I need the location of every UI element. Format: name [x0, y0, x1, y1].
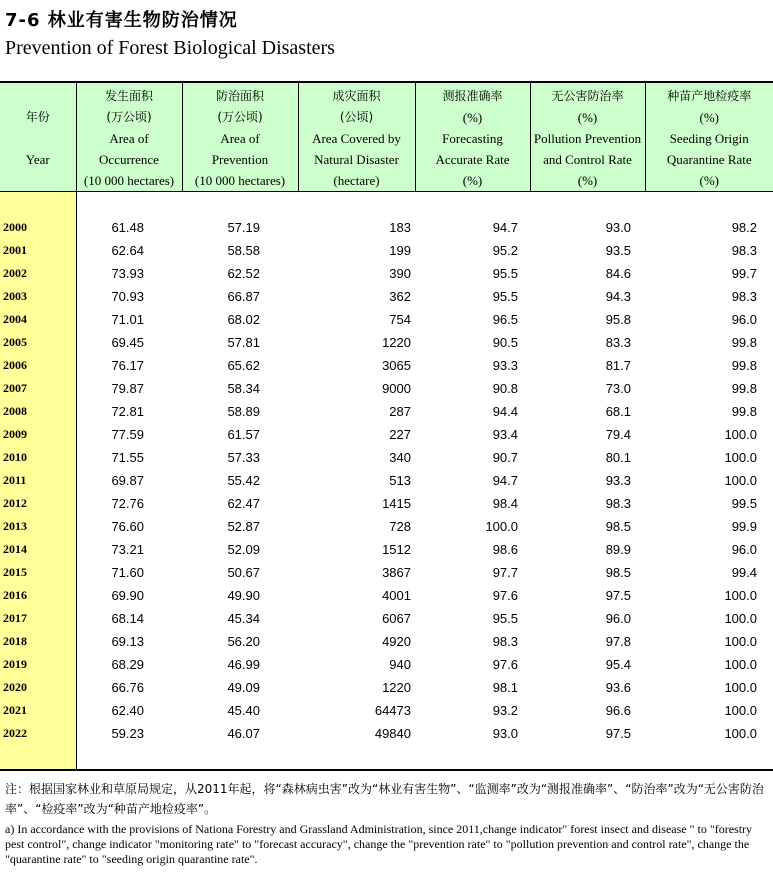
- header-line: (万公顷): [106, 110, 152, 124]
- disaster-cell: 754: [389, 312, 411, 327]
- prevention-cell: 62.47: [227, 496, 260, 511]
- table-row: [0, 216, 773, 239]
- quarantine-rate-header: [645, 82, 773, 192]
- occurrence-cell: 73.93: [111, 266, 144, 281]
- quarantine-rate-cell: 99.5: [731, 496, 757, 511]
- table-row: [0, 492, 773, 515]
- pollution-rate-cell: 68.1: [605, 404, 631, 419]
- table-row: [0, 239, 773, 262]
- disaster-cell: 1220: [382, 680, 411, 695]
- forecast-rate-cell: 96.5: [492, 312, 518, 327]
- disaster-cell: 1415: [382, 496, 411, 511]
- header-line: Area Covered by: [312, 131, 401, 146]
- spacer-cell: [182, 192, 298, 217]
- year-cell: 2005: [0, 331, 76, 354]
- quarantine-rate-cell: 99.9: [731, 519, 757, 534]
- forecast-rate-cell: 97.6: [492, 657, 518, 672]
- disaster-cell: 6067: [382, 611, 411, 626]
- prevention-cell: 58.89: [227, 404, 260, 419]
- spacer-cell: [298, 745, 415, 770]
- occurrence-cell: 70.93: [111, 289, 144, 304]
- spacer-cell: [298, 192, 415, 217]
- pollution-rate-cell: 80.1: [605, 450, 631, 465]
- header-line: (万公顷): [217, 110, 263, 124]
- disaster-cell: 1220: [382, 335, 411, 350]
- table-row: [0, 308, 773, 331]
- year-cell: 2000: [0, 216, 76, 239]
- year-cell: 2002: [0, 262, 76, 285]
- disaster-cell: 49840: [374, 726, 411, 741]
- prevention-cell: 45.40: [227, 703, 260, 718]
- prevention-cell: 61.57: [227, 427, 260, 442]
- prevention-cell: 66.87: [227, 289, 260, 304]
- disaster-cell: 199: [389, 243, 411, 258]
- disaster-area-header: [298, 82, 415, 192]
- forecast-rate-cell: 93.0: [492, 726, 518, 741]
- year-cell: 2021: [0, 699, 76, 722]
- year-cell: 2016: [0, 584, 76, 607]
- table-row: [0, 515, 773, 538]
- prevention-cell: 52.09: [227, 542, 260, 557]
- disaster-cell: 940: [389, 657, 411, 672]
- pollution-rate-cell: 97.5: [605, 726, 631, 741]
- occurrence-cell: 59.23: [111, 726, 144, 741]
- disaster-cell: 183: [389, 220, 411, 235]
- header-line: Area of: [220, 131, 260, 146]
- header-line: Pollution Prevention: [533, 131, 642, 146]
- quarantine-rate-cell: 99.8: [731, 335, 757, 350]
- footnote-english: a) In accordance with the provisions of Nationa Forestry and Grassland Administration, since 2011,change indicator" forest insect and disease " to "forestry pest control", change indicator "monitoring rate" to "forecast accuracy", change the "prevention rate" to "pollution prevention and control rate", change the "quarantine rate" to "seeding origin quarantine rate".: [5, 822, 753, 866]
- occurrence-cell: 77.59: [111, 427, 144, 442]
- table-row: [0, 538, 773, 561]
- quarantine-rate-cell: 100.0: [724, 703, 757, 718]
- pollution-rate-cell: 79.4: [605, 427, 631, 442]
- header-line: Area of: [109, 131, 149, 146]
- forecast-rate-cell: 98.4: [492, 496, 518, 511]
- pollution-rate-cell: 97.5: [605, 588, 631, 603]
- prevention-cell: 58.34: [227, 381, 260, 396]
- year-cell: 2010: [0, 446, 76, 469]
- pollution-rate-cell: 97.8: [605, 634, 631, 649]
- forecast-rate-cell: 93.2: [492, 703, 518, 718]
- header-line: 年份: [25, 110, 50, 124]
- year-cell: 2013: [0, 515, 76, 538]
- page-title-chinese: 7-6 林业有害生物防治情况: [5, 10, 238, 31]
- quarantine-rate-cell: 96.0: [731, 312, 757, 327]
- header-line: (公顷): [339, 110, 374, 124]
- forecast-rate-cell: 95.5: [492, 611, 518, 626]
- pollution-rate-cell: 93.0: [605, 220, 631, 235]
- header-line: 成灾面积: [332, 89, 381, 103]
- pollution-rate-cell: 84.6: [605, 266, 631, 281]
- table-row: [0, 423, 773, 446]
- quarantine-rate-cell: 99.8: [731, 404, 757, 419]
- pollution-rate-cell: 93.3: [605, 473, 631, 488]
- table-row: [0, 446, 773, 469]
- forecast-rate-cell: 98.6: [492, 542, 518, 557]
- occurrence-cell: 62.40: [111, 703, 144, 718]
- year-cell: 2015: [0, 561, 76, 584]
- table-row: [0, 400, 773, 423]
- spacer-cell: [530, 745, 645, 770]
- pollution-rate-cell: 98.5: [605, 565, 631, 580]
- year-cell: 2011: [0, 469, 76, 492]
- occurrence-cell: 61.48: [111, 220, 144, 235]
- table-row: [0, 285, 773, 308]
- occurrence-cell: 71.55: [111, 450, 144, 465]
- year-cell: 2012: [0, 492, 76, 515]
- prevention-cell: 45.34: [227, 611, 260, 626]
- table-row: [0, 699, 773, 722]
- spacer-cell: [645, 192, 773, 217]
- table-row: [0, 653, 773, 676]
- prevention-cell: 49.09: [227, 680, 260, 695]
- quarantine-rate-cell: 99.8: [731, 381, 757, 396]
- quarantine-rate-cell: 99.4: [731, 565, 757, 580]
- pollution-rate-cell: 94.3: [605, 289, 631, 304]
- year-cell: 2019: [0, 653, 76, 676]
- occurrence-cell: 69.13: [111, 634, 144, 649]
- year-cell: 2006: [0, 354, 76, 377]
- quarantine-rate-cell: 98.3: [731, 289, 757, 304]
- header-line: Seeding Origin: [669, 131, 749, 146]
- pollution-rate-cell: 98.3: [605, 496, 631, 511]
- prevention-cell: 62.52: [227, 266, 260, 281]
- forecast-rate-cell: 98.3: [492, 634, 518, 649]
- forecast-rate-cell: 94.4: [492, 404, 518, 419]
- header-line: 无公害防治率: [551, 89, 624, 103]
- header-line: 种苗产地检疫率: [667, 89, 752, 103]
- quarantine-rate-cell: 98.3: [731, 243, 757, 258]
- forecast-rate-cell: 94.7: [492, 473, 518, 488]
- spacer-row: [0, 745, 773, 770]
- year-cell: 2014: [0, 538, 76, 561]
- pollution-rate-cell: 83.3: [605, 335, 631, 350]
- header-line: (10 000 hectares): [83, 173, 175, 188]
- header-line: 发生面积: [104, 89, 153, 103]
- pollution-rate-cell: 81.7: [605, 358, 631, 373]
- table-header: [0, 82, 773, 192]
- disaster-cell: 3867: [382, 565, 411, 580]
- table-row: [0, 469, 773, 492]
- spacer-row: [0, 192, 773, 217]
- header-line: 防治面积: [215, 89, 264, 103]
- occurrence-cell: 76.17: [111, 358, 144, 373]
- pollution-rate-cell: 98.5: [605, 519, 631, 534]
- disaster-cell: 340: [389, 450, 411, 465]
- spacer-cell: [415, 192, 530, 217]
- forecast-rate-cell: 95.2: [492, 243, 518, 258]
- occurrence-cell: 73.21: [111, 542, 144, 557]
- disaster-cell: 287: [389, 404, 411, 419]
- disaster-cell: 64473: [374, 703, 411, 718]
- header-line: Prevention: [211, 152, 269, 167]
- table-row: [0, 607, 773, 630]
- header-line: [0, 128, 76, 149]
- year-cell: 2001: [0, 239, 76, 262]
- spacer-cell: [76, 192, 182, 217]
- quarantine-rate-cell: 99.8: [731, 358, 757, 373]
- pollution-rate-cell: 89.9: [605, 542, 631, 557]
- disaster-cell: 9000: [382, 381, 411, 396]
- quarantine-rate-cell: 98.2: [731, 220, 757, 235]
- disaster-cell: 3065: [382, 358, 411, 373]
- occurrence-cell: 69.45: [111, 335, 144, 350]
- spacer-cell: [76, 745, 182, 770]
- disaster-cell: 390: [389, 266, 411, 281]
- prevention-cell: 49.90: [227, 588, 260, 603]
- header-line: Occurrence: [99, 152, 159, 167]
- forecast-rate-cell: 93.4: [492, 427, 518, 442]
- quarantine-rate-cell: 100.0: [724, 427, 757, 442]
- header-line: Year: [25, 152, 50, 167]
- table-row: [0, 262, 773, 285]
- prevention-area-header: [182, 82, 298, 192]
- forecast-rate-cell: 95.5: [492, 289, 518, 304]
- quarantine-rate-cell: 100.0: [724, 726, 757, 741]
- occurrence-cell: 72.81: [111, 404, 144, 419]
- pollution-rate-cell: 95.8: [605, 312, 631, 327]
- quarantine-rate-cell: 96.0: [731, 542, 757, 557]
- prevention-cell: 50.67: [227, 565, 260, 580]
- prevention-cell: 57.81: [227, 335, 260, 350]
- occurrence-cell: 68.29: [111, 657, 144, 672]
- prevention-cell: 65.62: [227, 358, 260, 373]
- header-line: Accurate Rate: [435, 152, 510, 167]
- occurrence-area-header: [76, 82, 182, 192]
- spacer-cell: [415, 745, 530, 770]
- pollution-rate-cell: 96.6: [605, 703, 631, 718]
- occurrence-cell: 62.64: [111, 243, 144, 258]
- spacer-cell: [645, 745, 773, 770]
- year-cell: 2022: [0, 722, 76, 745]
- quarantine-rate-cell: 99.7: [731, 266, 757, 281]
- pollution-rate-cell: 95.4: [605, 657, 631, 672]
- header-line: (hectare): [333, 173, 380, 188]
- pollution-rate-cell: 96.0: [605, 611, 631, 626]
- spacer-cell: [0, 192, 76, 217]
- forecast-rate-cell: 95.5: [492, 266, 518, 281]
- disaster-cell: 362: [389, 289, 411, 304]
- data-table: [0, 81, 773, 771]
- header-line: [0, 86, 76, 107]
- year-header: [0, 82, 76, 192]
- table-row: [0, 354, 773, 377]
- pollution-control-rate-header: [530, 82, 645, 192]
- quarantine-rate-cell: 100.0: [724, 588, 757, 603]
- pollution-rate-cell: 93.6: [605, 680, 631, 695]
- quarantine-rate-cell: 100.0: [724, 680, 757, 695]
- header-line: (%): [699, 110, 719, 125]
- header-line: (%): [462, 110, 483, 125]
- pollution-rate-cell: 73.0: [605, 381, 631, 396]
- table-row: [0, 722, 773, 745]
- year-cell: 2020: [0, 676, 76, 699]
- header-line: (%): [577, 110, 598, 125]
- prevention-cell: 46.99: [227, 657, 260, 672]
- prevention-cell: 68.02: [227, 312, 260, 327]
- disaster-cell: 728: [389, 519, 411, 534]
- table-row: [0, 630, 773, 653]
- occurrence-cell: 66.76: [111, 680, 144, 695]
- header-line: (%): [462, 173, 483, 188]
- table-body: [0, 192, 773, 771]
- spacer-cell: [182, 745, 298, 770]
- prevention-cell: 55.42: [227, 473, 260, 488]
- disaster-cell: 227: [389, 427, 411, 442]
- occurrence-cell: 68.14: [111, 611, 144, 626]
- year-cell: 2008: [0, 400, 76, 423]
- year-cell: 2004: [0, 308, 76, 331]
- occurrence-cell: 69.90: [111, 588, 144, 603]
- prevention-cell: 57.19: [227, 220, 260, 235]
- prevention-cell: 58.58: [227, 243, 260, 258]
- header-line: Forecasting: [442, 131, 503, 146]
- table-row: [0, 377, 773, 400]
- quarantine-rate-cell: 100.0: [724, 611, 757, 626]
- prevention-cell: 57.33: [227, 450, 260, 465]
- year-cell: 2017: [0, 607, 76, 630]
- quarantine-rate-cell: 100.0: [724, 657, 757, 672]
- header-line: and Control Rate: [543, 152, 632, 167]
- forecast-rate-header: [415, 82, 530, 192]
- header-line: (%): [577, 173, 598, 188]
- prevention-cell: 56.20: [227, 634, 260, 649]
- table-row: [0, 676, 773, 699]
- year-cell: 2009: [0, 423, 76, 446]
- quarantine-rate-cell: 100.0: [724, 450, 757, 465]
- forecast-rate-cell: 93.3: [492, 358, 518, 373]
- forecast-rate-cell: 100.0: [485, 519, 518, 534]
- table-row: [0, 331, 773, 354]
- occurrence-cell: 71.01: [111, 312, 144, 327]
- occurrence-cell: 72.76: [111, 496, 144, 511]
- forecast-rate-cell: 97.7: [492, 565, 518, 580]
- header-line: (10 000 hectares): [194, 173, 286, 188]
- spacer-cell: [0, 745, 76, 770]
- occurrence-cell: 69.87: [111, 473, 144, 488]
- disaster-cell: 1512: [382, 542, 411, 557]
- forecast-rate-cell: 97.6: [492, 588, 518, 603]
- prevention-cell: 46.07: [227, 726, 260, 741]
- occurrence-cell: 76.60: [111, 519, 144, 534]
- table-row: [0, 584, 773, 607]
- pollution-rate-cell: 93.5: [605, 243, 631, 258]
- prevention-cell: 52.87: [227, 519, 260, 534]
- year-cell: 2003: [0, 285, 76, 308]
- header-line: (%): [699, 173, 719, 188]
- occurrence-cell: 79.87: [111, 381, 144, 396]
- page-title-english: Prevention of Forest Biological Disasters: [5, 37, 335, 59]
- forecast-rate-cell: 90.5: [492, 335, 518, 350]
- header-line: Natural Disaster: [314, 152, 399, 167]
- occurrence-cell: 71.60: [111, 565, 144, 580]
- table-row: [0, 561, 773, 584]
- header-line: 测报准确率: [442, 89, 503, 103]
- disaster-cell: 513: [389, 473, 411, 488]
- disaster-cell: 4001: [382, 588, 411, 603]
- forecast-rate-cell: 98.1: [492, 680, 518, 695]
- quarantine-rate-cell: 100.0: [724, 634, 757, 649]
- header-line: Quarantine Rate: [666, 152, 752, 167]
- forecast-rate-cell: 94.7: [492, 220, 518, 235]
- spacer-cell: [530, 192, 645, 217]
- quarantine-rate-cell: 100.0: [724, 473, 757, 488]
- year-cell: 2018: [0, 630, 76, 653]
- forecast-rate-cell: 90.7: [492, 450, 518, 465]
- footnote-chinese: 注：根据国家林业和草原局规定，从2011年起，将“森林病虫害”改为“林业有害生物”、“监测率”改为“测报准确率”、“防治率”改为“无公害防治率”、“检疫率”改为“种苗产地检疫率”。: [5, 782, 764, 816]
- forecast-rate-cell: 90.8: [492, 381, 518, 396]
- year-cell: 2007: [0, 377, 76, 400]
- disaster-cell: 4920: [382, 634, 411, 649]
